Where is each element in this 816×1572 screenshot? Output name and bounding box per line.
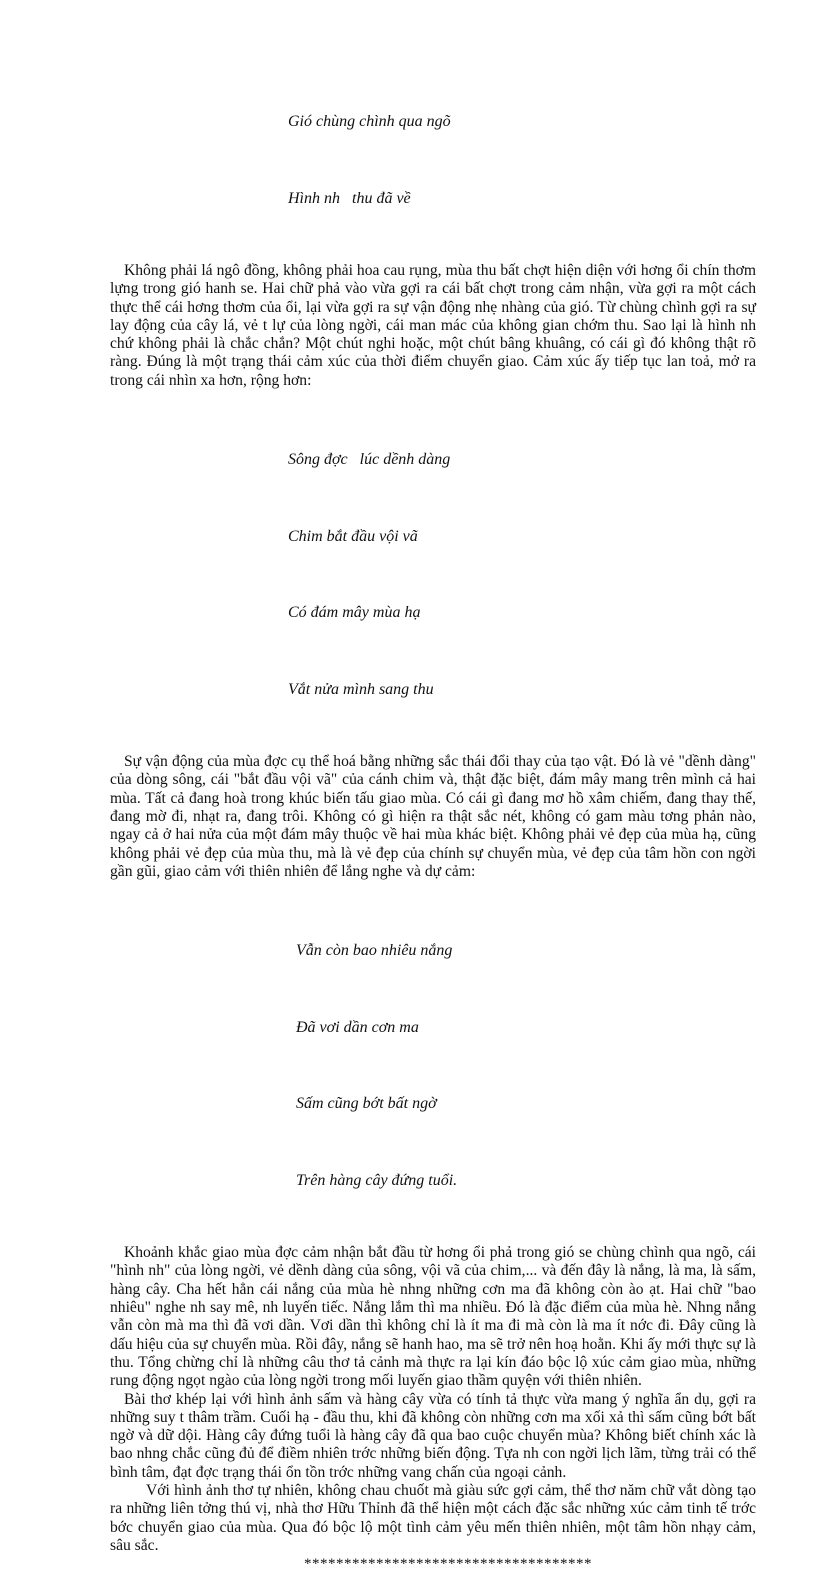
verse-line: Sấm cũng bớt bất ngờ — [296, 1095, 437, 1113]
document-page — [110, 58, 756, 1572]
verse-line: Vắt nửa mình sang thu — [288, 680, 434, 698]
verse-line: Sông đợc lúc dềnh dàng — [288, 451, 451, 469]
verse-line: Có đám mây mùa hạ — [288, 604, 421, 622]
poem-intro — [110, 58, 756, 262]
paragraph-1: Không phải lá ngô đồng, không phải hoa cau rụng, mùa thu bất chợt hiện diện với hơng ổi chín thơm lựng trong gió hanh se. Hai chữ phả vào vừa gợi ra cái bất chợt trong cảm nhận, vừa gợi ra một cách thực thể cái hơng thơm của ổi, lại vừa gợi ra sự vận động nhẹ nhàng của gió. Từ chùng chình gợi ra sự lay động của cây lá, vẻ t lự của lòng ngời, cái man mác của không gian chớm thu. Sao lại là hình nh chứ không phải là chắc chắn? Một chút nghi hoặc, một chút bâng khuâng, có cái gì đó không thật rõ ràng. Đúng là một trạng thái cảm xúc của thời điểm chuyển giao. Cảm xúc ấy tiếp tục lan toả, mở ra trong cái nhìn xa hơn, rộng hơn: — [110, 262, 756, 389]
verse-line: Gió chùng chình qua ngõ — [288, 113, 451, 130]
poem-stanza-3 — [110, 887, 756, 1244]
paragraph-5: Với hình ảnh thơ tự nhiên, không chau chuốt mà giàu sức gợi cảm, thể thơ năm chữ vắt dòng tạo ra những liên tởng thú vị, nhà thơ Hữu Thỉnh đã thể hiện một cách đặc sắc những xúc cảm tinh tế trớc bớc chuyển giao của mùa. Qua đó bộc lộ một tình cảm yêu mến thiên nhiên, một tâm hồn nhạy cảm, sâu sắc. — [110, 1482, 756, 1554]
verse-line: Đã vơi dần cơn ma — [296, 1018, 419, 1036]
verse-line: Vẫn còn bao nhiêu nắng — [296, 942, 453, 960]
paragraph-2: Sự vận động của mùa đợc cụ thể hoá bằng những sắc thái đổi thay của tạo vật. Đó là vẻ "dềnh dàng" của dòng sông, cái "bắt đầu vội vã" của cánh chim và, thật đặc biệt, đám mây mang trên mình cả hai mùa. Tất cả đang hoà trong khúc biến tấu giao mùa. Có cái gì đang mơ hồ xâm chiếm, đang thay thế, đang mờ đi, nhạt ra, đang trôi. Không có gì hiện ra thật sắc nét, không có gam màu tơng phản nào, ngay cả ở hai nửa của một đám mây thuộc về hai mùa khác biệt. Không phải vẻ đẹp của mùa hạ, cũng không phải vẻ đẹp của mùa thu, mà là vẻ đẹp của chính sự chuyển mùa, vẻ đẹp của tâm hồn con ngời gần gũi, giao cảm với thiên nhiên để lắng nghe và dự cảm: — [110, 753, 756, 880]
end-divider: ************************************ — [304, 1556, 592, 1572]
verse-line: Hình nh thu đã về — [288, 189, 411, 207]
verse-line: Trên hàng cây đứng tuổi. — [296, 1171, 458, 1189]
paragraph-4: Bài thơ khép lại với hình ảnh sấm và hàng cây vừa có tính tả thực vừa mang ý nghĩa ẩn dụ, gợi ra những suy t thâm trầm. Cuối hạ - đầu thu, khi đã không còn những cơn ma xối xả thì sấm cũng bớt bất ngờ và dữ dội. Hàng cây đứng tuổi là hàng cây đã qua bao cuộc chuyển mùa? Không biết chính xác là bao nhng chắc cũng đủ để điềm nhiên trớc những biến động. Tựa nh con ngời lịch lãm, từng trải có thể bình tâm, đạt đợc trạng thái ổn tồn trớc những vang chấn của ngoại cảnh. — [110, 1390, 756, 1481]
poem-stanza-2 — [110, 396, 756, 753]
paragraph-3: Khoảnh khắc giao mùa đợc cảm nhận bắt đầu từ hơng ổi phả trong gió se chùng chình qua ngõ, cái "hình nh" của lòng ngời, vẻ dềnh dàng của sông, vội vã của chim,... và đến đây là nắng, là ma, là sấm, hàng cây. Cha hết hẳn cái nắng của mùa hè nhng những cơn ma đã không còn ào ạt. Hai chữ "bao nhiêu" nghe nh say mê, nh luyến tiếc. Nắng lắm thì ma nhiều. Đó là đặc điểm của mùa hè. Nhng nắng vẫn còn mà ma thì đã vơi dần. Vơi dần thì không chỉ là ít ma đi mà còn là ma ít nớc đi. Đây cũng là dấu hiệu của sự chuyển mùa. Rồi đây, nắng sẽ hanh hao, ma sẽ trở nên hoạ hoằn. Khi ấy mới thực sự là thu. Tổng chừng chỉ là những câu thơ tả cảnh mà thực ra lại kín đáo bộc lộ xúc cảm giao mùa, những rung động ngọt ngào của lòng ngời trong mối luyến giao thầm quyện với thiên nhiên. — [110, 1244, 756, 1390]
verse-line: Chim bắt đầu vội vã — [288, 527, 418, 545]
